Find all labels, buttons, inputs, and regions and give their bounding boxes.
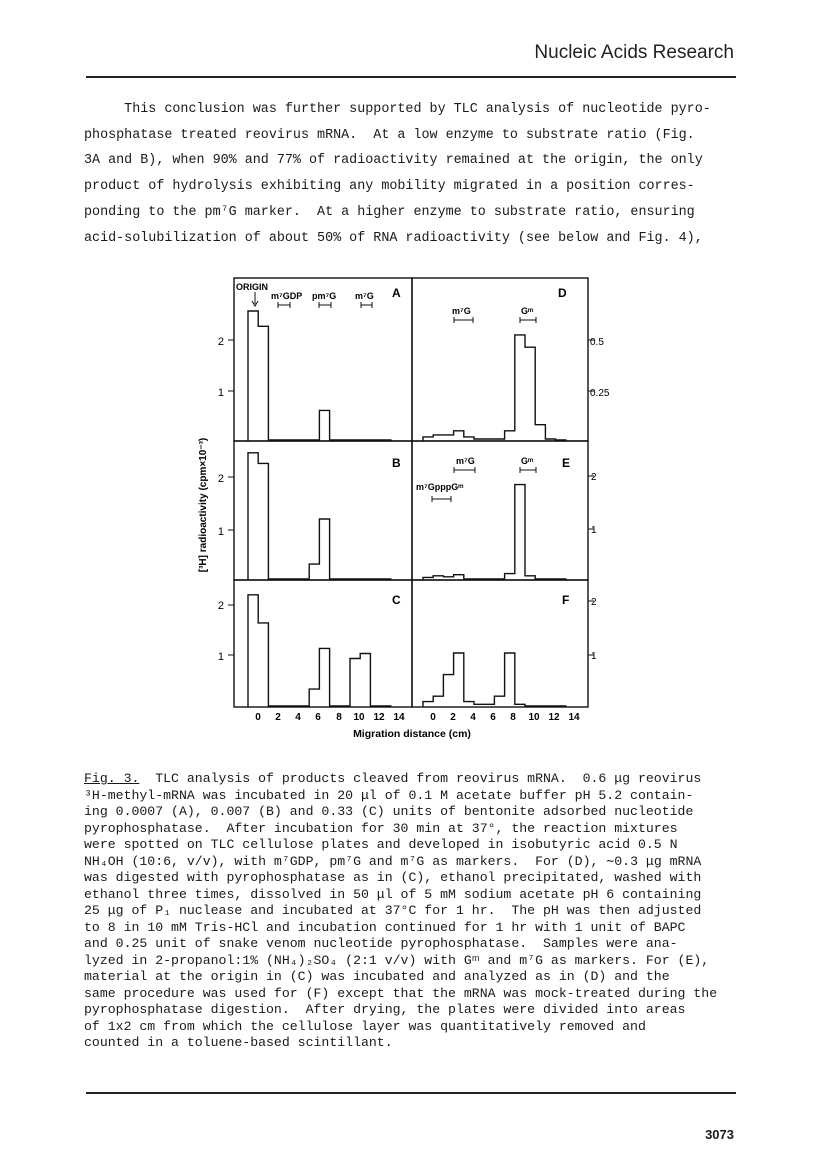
- y-tick-label: 1: [217, 526, 224, 538]
- caption-line: pyrophosphatase. After incubation for 30 min at 37°, the reaction mixtures: [84, 820, 678, 836]
- footer-rule: [86, 1092, 736, 1094]
- caption-line: ethanol three times, dissolved in 50 μl of 5 mM sodium acetate pH 6 containing: [84, 886, 702, 902]
- caption-line: of 1x2 cm from which the cellulose layer was quantitatively removed and: [84, 1018, 646, 1034]
- journal-title: Nucleic Acids Research: [534, 42, 734, 63]
- body-line: acid-solubilization of about 50% of RNA radioactivity (see below and Fig. 4),: [84, 231, 703, 246]
- caption-line: ing 0.0007 (A), 0.007 (B) and 0.33 (C) units of bentonite adsorbed nucleotide: [84, 804, 694, 819]
- caption-line: TLC analysis of products cleaved from reovirus mRNA. 0.6 μg reovirus: [139, 771, 702, 786]
- y-tick-label-right: 1: [591, 525, 597, 536]
- panel-frame-B: [234, 441, 412, 580]
- y-tick-label: 2: [217, 473, 224, 485]
- histogram-A: [248, 311, 391, 441]
- caption-line: lyzed in 2-propanol:1% (NH₄)₂SO₄ (2:1 v/v) with Gᵐ and m⁷G as markers. For (E),: [84, 952, 710, 968]
- marker-label: Gᵐ: [521, 306, 534, 316]
- marker-label: m⁷G: [456, 456, 475, 466]
- caption-line: counted in a toluene-based scintillant.: [84, 1035, 393, 1050]
- caption-line: ³H-methyl-mRNA was incubated in 20 μl of 0.1 M acetate buffer pH 5.2 contain-: [84, 787, 694, 803]
- panel-label-A: A: [392, 286, 401, 300]
- caption-line: were spotted on TLC cellulose plates and developed in isobutyric acid 0.5 N: [84, 837, 678, 852]
- body-line: phosphatase treated reovirus mRNA. At a low enzyme to substrate ratio (Fig.: [84, 128, 695, 143]
- x-tick-label: 14: [568, 712, 580, 723]
- x-tick-label: 0: [430, 712, 436, 723]
- caption-line: and 0.25 unit of snake venom nucleotide pyrophosphatase. Samples were ana-: [84, 936, 678, 951]
- caption-line: to 8 in 10 mM Tris-HCl and incubation continued for 1 hr with 1 unit of BAPC: [84, 919, 686, 935]
- y-tick-label: 2: [217, 600, 224, 612]
- y-axis-title: [³H] radioactivity (cpm×10⁻³): [198, 437, 209, 573]
- x-tick-label: 6: [315, 712, 321, 723]
- body-line: This conclusion was further supported by TLC analysis of nucleotide pyro-: [84, 102, 711, 117]
- x-tick-label: 10: [528, 712, 540, 723]
- marker-range: [520, 317, 536, 323]
- marker-range: [454, 467, 475, 473]
- histogram-D: [423, 335, 566, 441]
- caption-line: NH₄OH (10:6, v/v), with m⁷GDP, pm⁷G and m⁷G as markers. For (D), ∼0.3 μg mRNA: [84, 853, 702, 869]
- x-tick-label: 0: [255, 712, 261, 723]
- y-tick-label: 1: [217, 387, 224, 399]
- caption-line: pyrophosphatase digestion. After drying, the plates were divided into areas: [84, 1002, 686, 1017]
- panel-label-F: F: [562, 593, 570, 607]
- panel-frame-C: [234, 580, 412, 707]
- x-tick-label: 12: [373, 712, 385, 723]
- caption-label: Fig. 3.: [84, 771, 140, 786]
- y-tick-label: 1: [217, 651, 224, 663]
- panel-label-D: D: [558, 286, 567, 300]
- y-tick-label-right: 0.5: [590, 337, 604, 348]
- x-tick-label: 4: [470, 712, 476, 723]
- x-tick-label: 8: [510, 712, 516, 723]
- marker-range: [278, 302, 290, 308]
- panel-frame-A: [234, 278, 412, 441]
- x-tick-label: 10: [353, 712, 365, 723]
- panel-label-C: C: [392, 593, 401, 607]
- y-tick-label: 2: [217, 336, 224, 348]
- panel-frame-D: [412, 278, 588, 441]
- figure-caption: [84, 771, 764, 1052]
- body-line: 3A and B), when 90% and 77% of radioactivity remained at the origin, the only: [84, 153, 703, 168]
- caption-line: 25 μg of P₁ nuclease and incubated at 37°C for 1 hr. The pH was then adjusted: [84, 903, 702, 918]
- y-tick-label-right: 1: [591, 651, 597, 662]
- x-tick-label: 12: [548, 712, 560, 723]
- panel-label-E: E: [562, 456, 571, 470]
- x-axis-title: Migration distance (cm): [353, 728, 471, 740]
- x-tick-label: 14: [393, 712, 405, 723]
- panel-label-B: B: [392, 456, 401, 470]
- marker-label: Gᵐ: [521, 456, 534, 466]
- marker-range: [361, 302, 372, 308]
- marker-range: [319, 302, 331, 308]
- origin-label: ORIGIN: [236, 282, 269, 292]
- marker-label: pm⁷G: [312, 291, 337, 301]
- marker-label: m⁷GDP: [271, 291, 303, 301]
- x-tick-label: 2: [450, 712, 456, 723]
- marker-label: m⁷G: [355, 291, 374, 301]
- x-tick-label: 8: [336, 712, 342, 723]
- caption-line: material at the origin in (C) was incubated and analyzed as in (D) and the: [84, 969, 670, 984]
- marker-range: [520, 467, 536, 473]
- x-tick-label: 6: [490, 712, 496, 723]
- y-tick-label-right: 2: [591, 597, 597, 608]
- histogram-F: [423, 653, 566, 707]
- x-tick-label: 4: [295, 712, 301, 723]
- histogram-C: [248, 595, 391, 707]
- caption-line: same procedure was used for (F) except that the mRNA was mock-treated during the: [84, 985, 718, 1001]
- marker-range: [454, 317, 473, 323]
- y-tick-label-right: 0.25: [590, 388, 610, 399]
- body-line: ponding to the pm⁷G marker. At a higher enzyme to substrate ratio, ensuring: [84, 205, 695, 220]
- page-number: 3073: [705, 1127, 734, 1142]
- x-tick-label: 2: [275, 712, 281, 723]
- marker-label: m⁷GpppGᵐ: [416, 482, 464, 492]
- marker-label: m⁷G: [452, 306, 471, 316]
- body-line: product of hydrolysis exhibiting any mobility migrated in a position corres-: [84, 179, 695, 194]
- caption-line: was digested with pyrophosphatase as in (C), ethanol precipitated, washed with: [84, 870, 702, 885]
- histogram-B: [248, 453, 391, 580]
- y-tick-label-right: 2: [591, 472, 597, 483]
- marker-range: [432, 496, 451, 502]
